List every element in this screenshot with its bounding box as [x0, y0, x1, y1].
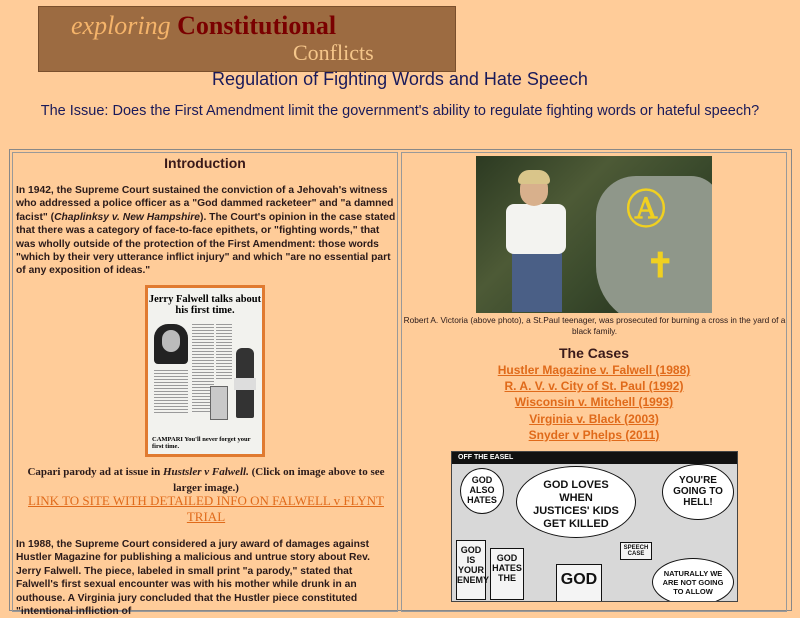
case-list-item	[401, 362, 787, 378]
person-shirt	[506, 204, 566, 254]
cases-list	[401, 362, 787, 443]
cartoon-header: OFF THE EASEL	[452, 452, 738, 464]
photo-caption: Robert A. Victoria (above photo), a St.Paul teenager, was prosecuted for burning a cross in the yard of a black family.	[403, 315, 786, 336]
glass-graphic	[210, 386, 228, 420]
bottle-label	[234, 378, 256, 390]
cartoon-sign: GOD IS YOUR ENEMY	[456, 540, 486, 600]
issue-statement: The Issue: Does the First Amendment limit the government's ability to regulate fighting words or hateful speech?	[40, 103, 760, 119]
case-link-hustler-v-falwell[interactable]: Hustler Magazine v. Falwell (1988)	[497, 363, 691, 377]
campari-parody-ad-image[interactable]	[145, 285, 265, 457]
cartoon-sign: GOD	[556, 564, 602, 602]
graffiti-symbol: Ⓐ	[626, 188, 666, 232]
falwell-trial-link[interactable]: LINK TO SITE WITH DETAILED INFO ON FALWELL v FLYNT TRIAL	[28, 493, 384, 524]
case-link-wisconsin-v-mitchell[interactable]: Wisconsin v. Mitchell (1993)	[514, 395, 674, 410]
ad-caption	[18, 464, 394, 496]
ad-text-column	[154, 368, 188, 414]
cross-burning-photo	[476, 156, 712, 313]
intro-paragraph-2: In 1988, the Supreme Court considered a jury award of damages against Hustler Magazine for publishing a malicious and untrue story about Rev. Jerry Falwell. The piece, labeled in small print "a parody," stated that Falwell's first sexual encounter was with his mother while drunk in an outhouse. A Virginia jury concluded that the Hustler piece constituted "intentional infliction of	[16, 539, 370, 618]
intro-paragraph-1	[16, 184, 396, 278]
falwell-face	[162, 330, 180, 352]
person-figure	[506, 170, 566, 313]
intro-text-b: ). The Court's opinion in the case stated that there was a category of face-to-face epithets, or "fighting words," that was wholly outside of the protection of the First Amendment: those words "which by their very utterance inflict injury" and which "are no essential part of any exposition of ideas."	[16, 211, 396, 277]
page-title: Regulation of Fighting Words and Hate Speech	[212, 69, 588, 89]
case-name-chaplinsky: Chaplinksy v. New Hampshire	[54, 211, 201, 223]
ad-headline: Jerry Falwell talks about his first time.	[148, 294, 262, 316]
editorial-cartoon	[451, 451, 738, 602]
banner-line-1	[71, 11, 336, 41]
case-list-item	[401, 394, 787, 410]
ad-text-column	[216, 322, 232, 380]
cartoon-bubble: YOU'RE GOING TO HELL!	[662, 464, 734, 520]
site-banner-logo[interactable]	[38, 6, 456, 72]
banner-word-constitutional: Constitutional	[177, 11, 337, 40]
banner-word-exploring: exploring	[71, 11, 171, 40]
ad-footer	[152, 436, 262, 450]
intro-text-a: In 1942, the Supreme Court sustained the conviction of a Jehovah's witness who addressed a police officer as a "God dammed racketeer" and "a damned facist" (	[16, 185, 394, 223]
ad-brand: CAMPARI	[152, 436, 183, 443]
case-link-rav-v-st-paul[interactable]: R. A. V. v. City of St. Paul (1992)	[504, 379, 684, 394]
person-hair	[518, 170, 550, 184]
ad-tagline: You'll never forget your first time.	[152, 436, 251, 450]
introduction-heading: Introduction	[164, 155, 246, 171]
cartoon-sign: SPEECH CASE	[620, 542, 652, 560]
ad-caption-case: Hustsler v Falwell.	[162, 466, 249, 478]
cartoon-bubble: GOD ALSO HATES	[460, 468, 504, 514]
person-jeans	[512, 252, 562, 312]
case-link-snyder-v-phelps[interactable]: Snyder v Phelps (2011)	[528, 427, 660, 442]
cases-heading: The Cases	[558, 345, 630, 361]
case-list-item	[401, 378, 787, 394]
case-link-virginia-v-black[interactable]: Virginia v. Black (2003)	[529, 411, 659, 426]
cartoon-sign: GOD HATES THE	[490, 548, 524, 600]
graffiti-symbol: ✝	[646, 247, 675, 285]
ad-caption-text: Capari parody ad at issue in	[27, 466, 163, 478]
ad-caption-note: (Click on image above to see larger image.)	[173, 466, 385, 494]
banner-word-conflicts: Conflicts	[293, 40, 374, 65]
cartoon-bubble: NATURALLY WE ARE NOT GOING TO ALLOW	[652, 558, 734, 602]
case-list-item	[401, 411, 787, 427]
cartoon-bubble: GOD LOVES WHEN JUSTICES' KIDS GET KILLED	[516, 466, 636, 538]
case-list-item	[401, 427, 787, 443]
